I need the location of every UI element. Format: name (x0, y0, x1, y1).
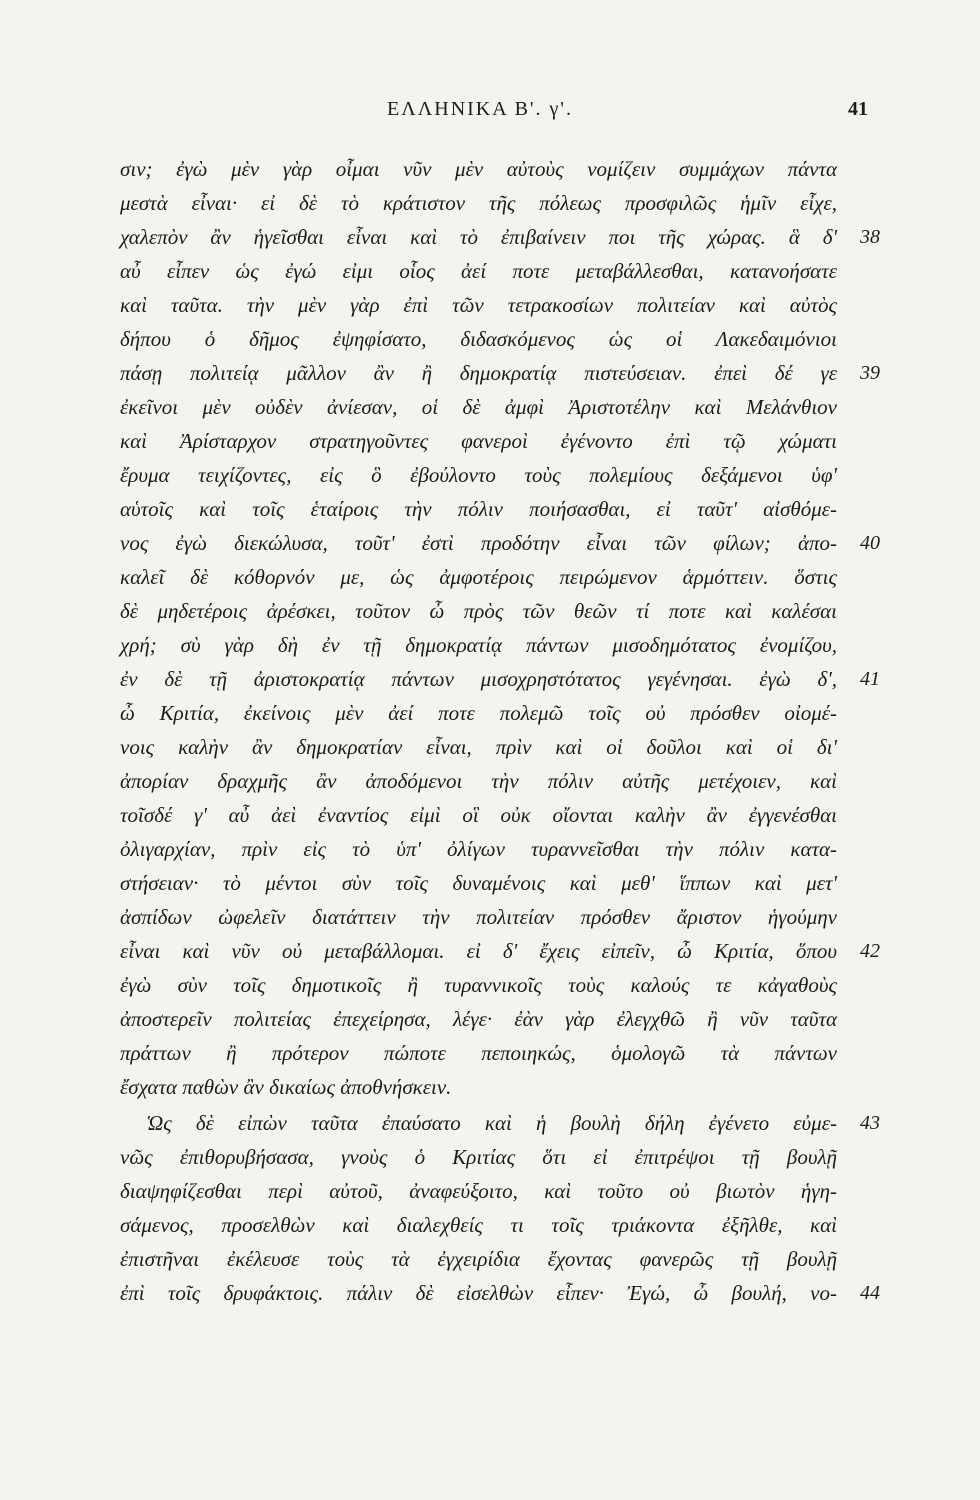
text-line: σάμενος, προσελθὼν καὶ διαλεχθείς τι τοῖς τριάκοντα ἐξῆλθε, καὶ (120, 1213, 837, 1237)
text-line: ἔρυμα τειχίζοντες, εἰς ὃ ἐβούλοντο τοὺς πολεμίους δεξάμενοι ὑφ' (120, 463, 837, 487)
text-line: ἐν δὲ τῇ ἀριστοκρατίᾳ πάντων μισοχρηστότατος γεγένησαι. ἐγὼ δ', (120, 667, 837, 691)
text-line: Ὡς δὲ εἰπὼν ταῦτα ἐπαύσατο καὶ ἡ βουλὴ δήλη ἐγένετο εὐμε- (146, 1111, 837, 1135)
text-line: νῶς ἐπιθορυβήσασα, γνοὺς ὁ Κριτίας ὅτι εἰ ἐπιτρέψοι τῇ βουλῇ (120, 1145, 837, 1169)
text-line: νος ἐγὼ διεκώλυσα, τοῦτ' ἐστὶ προδότην εἶναι τῶν φίλων; ἀπο- (120, 531, 837, 555)
text-line: καλεῖ δὲ κόθορνόν με, ὡς ἀμφοτέροις πειρώμενον ἁρμόττειν. ὅστις (120, 565, 837, 589)
text-line: καὶ ταῦτα. τὴν μὲν γὰρ ἐπὶ τῶν τετρακοσίων πολιτείαν καὶ αὐτὸς (120, 293, 837, 317)
text-line: δήπου ὁ δῆμος ἐψηφίσατο, διδασκόμενος ὡς οἱ Λακεδαιμόνιοι (120, 327, 837, 351)
text-line: ἐγὼ σὺν τοῖς δημοτικοῖς ἢ τυραννικοῖς τοὺς καλούς τε κἀγαθοὺς (120, 973, 837, 997)
text-line: ὦ Κριτία, ἐκείνοις μὲν ἀεί ποτε πολεμῶ τοῖς οὐ πρόσθεν οἰομέ- (120, 701, 837, 725)
text-line: ἐκεῖνοι μὲν οὐδὲν ἀνίεσαν, οἱ δὲ ἀμφὶ Ἀριστοτέλην καὶ Μελάνθιον (120, 395, 837, 419)
text-line: χαλεπὸν ἂν ἡγεῖσθαι εἶναι καὶ τὸ ἐπιβαίνειν ποι τῆς χώρας. ἃ δ' (120, 225, 837, 249)
section-number-44: 44 (860, 1282, 880, 1304)
text-line: πάσῃ πολιτείᾳ μᾶλλον ἂν ἢ δημοκρατίᾳ πιστεύσειαν. ἐπεὶ δέ γε (120, 361, 837, 385)
section-number-41: 41 (860, 668, 880, 690)
text-line: πράττων ἢ πρότερον πώποτε πεποιηκώς, ὁμολογῶ τὰ πάντων (120, 1041, 837, 1065)
text-line: καὶ Ἀρίσταρχον στρατηγοῦντες φανεροὶ ἐγένοντο ἐπὶ τῷ χώματι (120, 429, 837, 453)
text-line: ἔσχατα παθὼν ἂν δικαίως ἀποθνήσκειν. (120, 1075, 452, 1099)
section-number-40: 40 (860, 532, 880, 554)
text-line: εἶναι καὶ νῦν οὐ μεταβάλλομαι. εἰ δ' ἔχεις εἰπεῖν, ὦ Κριτία, ὅπου (120, 939, 837, 963)
running-title: ΕΛΛΗΝΙΚΑ Β'. γ'. (387, 98, 573, 120)
text-line: ἀποστερεῖν πολιτείας ἐπεχείρησα, λέγε· ἐὰν γὰρ ἐλεγχθῶ ἢ νῦν ταῦτα (120, 1007, 837, 1031)
text-line: ἐπὶ τοῖς δρυφάκτοις. πάλιν δὲ εἰσελθὼν εἶπεν· Ἐγώ, ὦ βουλή, νο- (120, 1281, 837, 1305)
page-number: 41 (848, 98, 868, 120)
text-line: σιν; ἐγὼ μὲν γὰρ οἶμαι νῦν μὲν αὐτοὺς νομίζειν συμμάχων πάντα (120, 157, 837, 181)
text-line: χρή; σὺ γὰρ δὴ ἐν τῇ δημοκρατίᾳ πάντων μισοδημότατος ἐνομίζου, (120, 633, 837, 657)
text-line: μεστὰ εἶναι· εἰ δὲ τὸ κράτιστον τῆς πόλεως προσφιλῶς ἡμῖν εἶχε, (120, 191, 837, 215)
text-line: νοις καλὴν ἂν δημοκρατίαν εἶναι, πρὶν καὶ οἱ δοῦλοι καὶ οἱ δι' (120, 735, 837, 759)
text-line: αὑτοῖς καὶ τοῖς ἑταίροις τὴν πόλιν ποιήσασθαι, εἰ ταῦτ' αἰσθόμε- (120, 497, 837, 521)
section-number-39: 39 (860, 362, 880, 384)
text-line: ὀλιγαρχίαν, πρὶν εἰς τὸ ὑπ' ὀλίγων τυραννεῖσθαι τὴν πόλιν κατα- (120, 837, 837, 861)
text-line: τοῖσδέ γ' αὖ ἀεὶ ἐναντίος εἰμὶ οἳ οὐκ οἴονται καλὴν ἂν ἐγγενέσθαι (120, 803, 837, 827)
section-number-43: 43 (860, 1112, 880, 1134)
section-number-42: 42 (860, 940, 880, 962)
text-line: διαψηφίζεσθαι περὶ αὐτοῦ, ἀναφεύξοιτο, καὶ τοῦτο οὐ βιωτὸν ἡγη- (120, 1179, 837, 1203)
text-line: δὲ μηδετέροις ἀρέσκει, τοῦτον ὦ πρὸς τῶν θεῶν τί ποτε καὶ καλέσαι (120, 599, 837, 623)
text-line: στήσειαν· τὸ μέντοι σὺν τοῖς δυναμένοις καὶ μεθ' ἵππων καὶ μετ' (120, 871, 837, 895)
text-line: ἀσπίδων ὠφελεῖν διατάττειν τὴν πολιτείαν πρόσθεν ἄριστον ἡγούμην (120, 905, 837, 929)
text-line: ἐπιστῆναι ἐκέλευσε τοὺς τὰ ἐγχειρίδια ἔχοντας φανερῶς τῇ βουλῇ (120, 1247, 837, 1271)
text-line: ἀπορίαν δραχμῆς ἂν ἀποδόμενοι τὴν πόλιν αὐτῆς μετέχοιεν, καὶ (120, 769, 837, 793)
text-line: αὖ εἶπεν ὡς ἐγώ εἰμι οἷος ἀεί ποτε μεταβάλλεσθαι, κατανοήσατε (120, 259, 837, 283)
section-number-38: 38 (860, 226, 880, 248)
